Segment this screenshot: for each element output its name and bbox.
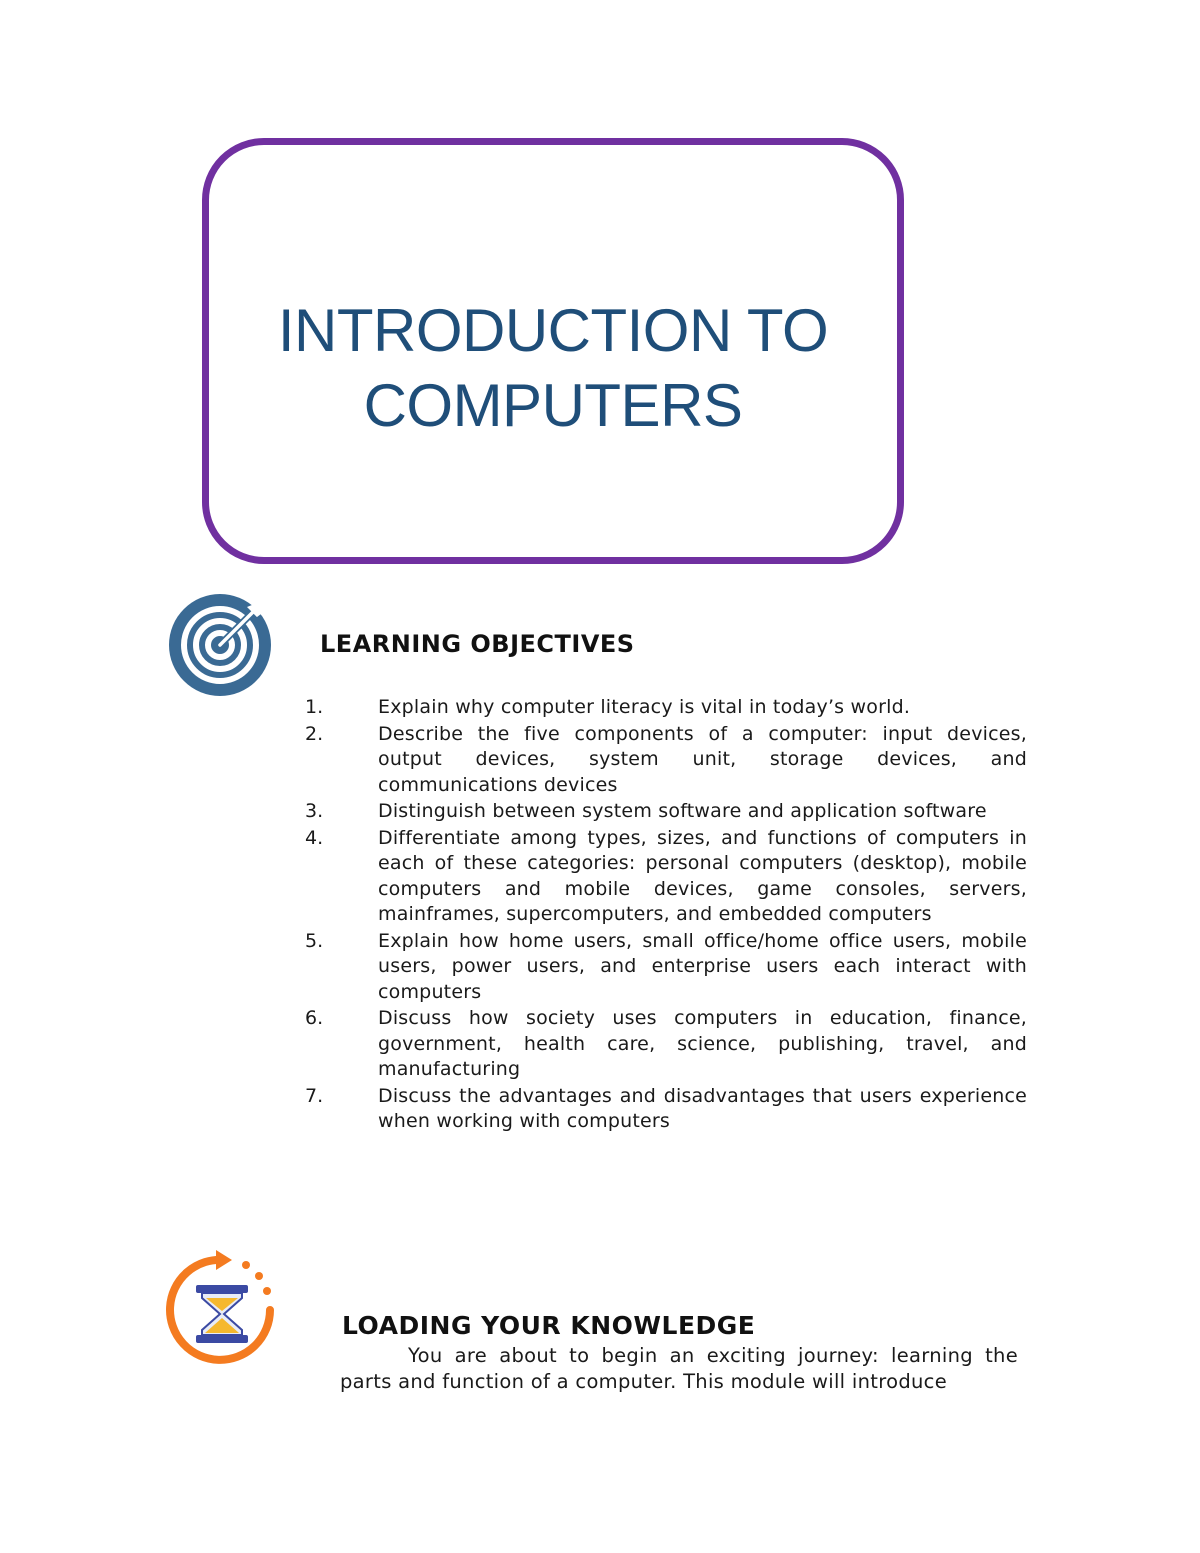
item-text: Discuss the advantages and disadvantages that users experience when working with computers [378, 1084, 1027, 1132]
list-item [305, 929, 1027, 1006]
list-item [305, 826, 1027, 928]
item-number: 5. [305, 929, 324, 952]
item-text: Discuss how society uses computers in education, finance, government, health care, science, publishing, travel, and manufacturing [378, 1007, 1027, 1080]
item-number: 1. [305, 696, 324, 718]
title-line-1: INTRODUCTION TO [277, 297, 829, 364]
item-number: 7. [305, 1084, 324, 1107]
list-item [305, 799, 1027, 825]
loading-knowledge-heading: LOADING YOUR KNOWLEDGE [342, 1311, 756, 1340]
item-number: 3. [305, 800, 324, 822]
list-item [305, 695, 1027, 721]
title-line-2: COMPUTERS [363, 372, 743, 439]
item-text: Describe the five components of a computer: input devices, output devices, system unit, storage devices, and communications devices [378, 722, 1027, 796]
objectives-list [305, 695, 1027, 1136]
item-text: Distinguish between system software and application software [378, 800, 987, 822]
item-text: Explain how home users, small office/home office users, mobile users, power users, and enterprise users each interact with computers [378, 929, 1027, 1003]
list-item [305, 1084, 1027, 1135]
list-item [305, 1006, 1027, 1083]
target-arrow-icon [167, 593, 275, 697]
title-box [202, 138, 904, 564]
loading-knowledge-paragraph: You are about to begin an exciting journey: learning the parts and function of a computer. This module will introduce [340, 1344, 1018, 1393]
item-number: 6. [305, 1007, 324, 1029]
list-item [305, 722, 1027, 799]
item-text: Explain why computer literacy is vital in today’s world. [378, 696, 911, 718]
item-number: 4. [305, 826, 324, 849]
document-title [209, 293, 897, 443]
item-number: 2. [305, 722, 324, 745]
learning-objectives-heading: LEARNING OBJECTIVES [320, 630, 635, 658]
hourglass-refresh-icon [160, 1248, 280, 1372]
item-text: Differentiate among types, sizes, and functions of computers in each of these categories: personal computers (desktop), mobile computers and mobile devices, game consoles, servers, mainframes, supercomputers, and embedded computers [378, 826, 1027, 925]
